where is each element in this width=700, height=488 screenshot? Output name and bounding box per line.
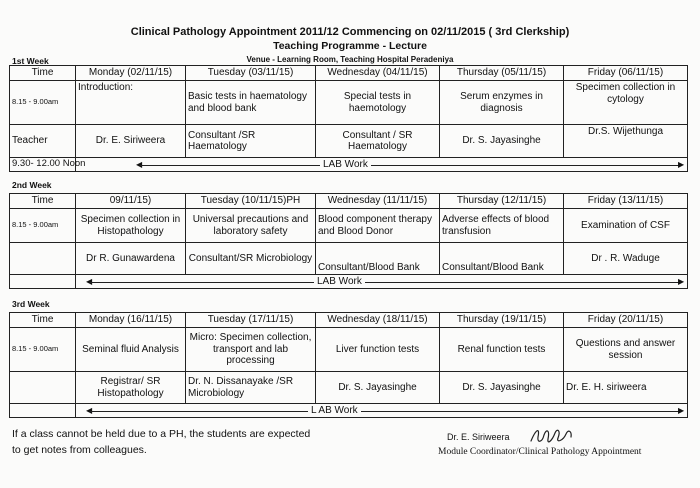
- lab-cell: [76, 404, 688, 418]
- day-header: Monday (16/11/15): [76, 313, 186, 328]
- arrow-left-icon: ◀: [86, 276, 93, 286]
- footer-note-line2: to get notes from colleagues.: [12, 444, 147, 456]
- week1-header-row: [10, 66, 688, 81]
- day-header: Time: [10, 66, 76, 81]
- topic-cell: Introduction:: [76, 81, 186, 125]
- teacher-cell: Consultant /SR Haematology: [186, 125, 316, 158]
- week3-table: [9, 312, 688, 418]
- topic-cell: Special tests in haemotology: [316, 81, 440, 125]
- teacher-cell: Dr. S. Jayasinghe: [440, 125, 564, 158]
- lab-cell: [76, 275, 688, 289]
- week2-label: 2nd Week: [12, 180, 52, 190]
- day-header: Friday (13/11/15): [564, 194, 688, 209]
- topic-cell: Blood component therapy and Blood Donor: [316, 209, 440, 243]
- lab-arrow-line: [140, 165, 680, 166]
- week2-table: [9, 193, 688, 289]
- day-header: Thursday (05/11/15): [440, 66, 564, 81]
- arrow-left-icon: ◀: [86, 405, 93, 415]
- slot-time: 8.15 - 9.00am: [10, 209, 76, 243]
- teacher-cell: Dr. E. H. siriweera: [564, 372, 688, 404]
- topic-cell: Renal function tests: [440, 328, 564, 372]
- day-header: Thursday (12/11/15): [440, 194, 564, 209]
- day-header: Friday (06/11/15): [564, 66, 688, 81]
- teacher-empty: [10, 243, 76, 275]
- teacher-empty: [10, 372, 76, 404]
- topic-cell: Universal precautions and laboratory safety: [186, 209, 316, 243]
- teacher-cell: Consultant/SR Microbiology: [186, 243, 316, 275]
- teacher-cell: Dr. N. Dissanayake /SR Microbiology: [186, 372, 316, 404]
- week1-lab-row: [10, 158, 688, 172]
- day-header: Tuesday (03/11/15): [186, 66, 316, 81]
- signature-icon: [528, 425, 574, 447]
- venue-line: Venue - Learning Room, Teaching Hospital Peradeniya: [246, 55, 454, 64]
- teacher-cell: Dr R. Gunawardena: [76, 243, 186, 275]
- day-header: Wednesday (18/11/15): [316, 313, 440, 328]
- topic-cell: Basic tests in haematology and blood bank: [186, 81, 316, 125]
- lab-work-text: LAB Work: [320, 159, 371, 171]
- day-header: Friday (20/11/15): [564, 313, 688, 328]
- teacher-cell: Dr. E. Siriweera: [76, 125, 186, 158]
- week3-teacher-row: [10, 372, 688, 404]
- lab-arrow-line: [90, 411, 680, 412]
- week1-topic-row: [10, 81, 688, 125]
- topic-cell: Seminal fluid Analysis: [76, 328, 186, 372]
- topic-cell: Questions and answer session: [564, 328, 688, 372]
- coordinator-title: Module Coordinator/Clinical Pathology Appointment: [438, 447, 642, 457]
- teacher-cell: Consultant / SR Haematology: [316, 125, 440, 158]
- document-title: Clinical Pathology Appointment 2011/12 Commencing on 02/11/2015 ( 3rd Clerkship): [130, 26, 570, 38]
- teacher-cell: Registrar/ SR Histopathology: [76, 372, 186, 404]
- day-header: Monday (02/11/15): [76, 66, 186, 81]
- lab-arrow-line: [90, 282, 680, 283]
- lab-time-empty: [10, 404, 76, 418]
- week3-header-row: [10, 313, 688, 328]
- day-header: 09/11/15): [76, 194, 186, 209]
- teacher-cell: Dr. S. Jayasinghe: [440, 372, 564, 404]
- day-header: Tuesday (17/11/15): [186, 313, 316, 328]
- arrow-right-icon: ▶: [678, 405, 685, 415]
- week2-teacher-row: [10, 243, 688, 275]
- day-header: Tuesday (10/11/15)PH: [186, 194, 316, 209]
- slot-time: 8.15 - 9.00am: [10, 81, 76, 125]
- week1-label: 1st Week: [12, 56, 49, 66]
- footer-note-line1: If a class cannot be held due to a PH, the students are expected: [12, 428, 311, 440]
- teacher-cell: Dr . R. Waduge: [564, 243, 688, 275]
- lab-time: 9.30- 12.00 Noon: [10, 158, 76, 172]
- day-header: Wednesday (04/11/15): [316, 66, 440, 81]
- teacher-cell: Consultant/Blood Bank: [316, 243, 440, 275]
- teacher-label: Teacher: [10, 125, 76, 158]
- teacher-cell: Dr. S. Jayasinghe: [316, 372, 440, 404]
- day-header: Thursday (19/11/15): [440, 313, 564, 328]
- week2-lab-row: [10, 275, 688, 289]
- week2-header-row: [10, 194, 688, 209]
- topic-cell: Specimen collection in cytology: [564, 81, 688, 125]
- lab-time-empty: [10, 275, 76, 289]
- lab-work-text: LAB Work: [314, 276, 365, 288]
- topic-cell: Micro: Specimen collection, transport and lab processing: [186, 328, 316, 372]
- document-subtitle: Teaching Programme - Lecture: [273, 40, 427, 52]
- arrow-right-icon: ▶: [678, 276, 685, 286]
- lab-cell: [76, 158, 688, 172]
- arrow-right-icon: ▶: [678, 159, 685, 169]
- day-header: Time: [10, 313, 76, 328]
- week3-topic-row: [10, 328, 688, 372]
- day-header: Wednesday (11/11/15): [316, 194, 440, 209]
- topic-cell: Specimen collection in Histopathology: [76, 209, 186, 243]
- week3-lab-row: [10, 404, 688, 418]
- week3-label: 3rd Week: [12, 299, 50, 309]
- slot-time: 8.15 - 9.00am: [10, 328, 76, 372]
- teacher-cell: Dr.S. Wijethunga: [564, 125, 688, 158]
- topic-cell: Adverse effects of blood transfusion: [440, 209, 564, 243]
- topic-cell: Liver function tests: [316, 328, 440, 372]
- arrow-left-icon: ◀: [136, 159, 143, 169]
- day-header: Time: [10, 194, 76, 209]
- lab-work-text: L AB Work: [308, 405, 361, 417]
- week1-teacher-row: [10, 125, 688, 158]
- topic-cell: Examination of CSF: [564, 209, 688, 243]
- week1-table: [9, 65, 688, 172]
- week2-topic-row: [10, 209, 688, 243]
- signatory-name: Dr. E. Siriweera: [447, 432, 510, 442]
- topic-cell: Serum enzymes in diagnosis: [440, 81, 564, 125]
- teacher-cell: Consultant/Blood Bank: [440, 243, 564, 275]
